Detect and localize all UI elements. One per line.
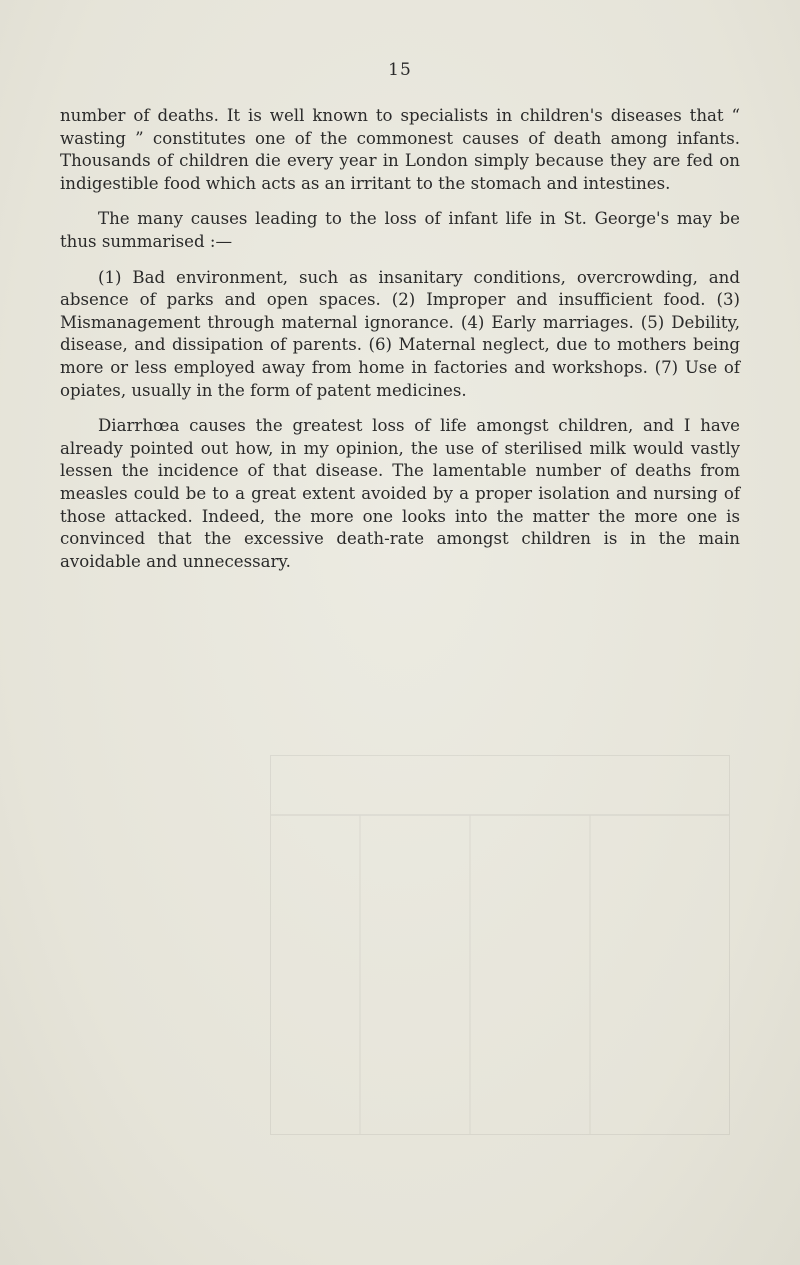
page-number: 15 bbox=[388, 60, 412, 80]
body-text bbox=[60, 105, 740, 586]
paragraph-causes-list: (1) Bad environment, such as insanitary conditions, overcrowding, and absence of parks and open spaces. (2) Improper and insufficient food. (3) Mismanagement through maternal ignorance. (4) Early marriages. (5) Debility, disease, and dissipation of parents. (6) Maternal neglect, due to mothers being more or less employed away from home in factories and workshops. (7) Use of opiates, usually in the form of patent medicines. bbox=[60, 267, 740, 400]
paragraph-causes-intro: The many causes leading to the loss of infant life in St. George's may be thus summarised :— bbox=[60, 209, 740, 251]
paragraph-diarrhoea: Diarrhœa causes the greatest loss of life amongst children, and I have already pointed out how, in my opinion, the use of sterilised milk would vastly lessen the incidence of that disease. The lamentable number of deaths from measles could be to a great extent avoided by a proper isolation and nursing of those attacked. Indeed, the more one looks into the matter the more one is convinced that the excessive death-rate amongst children is in the main avoidable and unnecessary. bbox=[60, 416, 740, 571]
bleed-through-texture bbox=[270, 755, 730, 1135]
paragraph-continuation: number of deaths. It is well known to specialists in children's diseases that “ wasting ” constitutes one of the commonest causes of death among infants. Thousands of children die every year in London simply because they are fed on indigestible food which acts as an irritant to the stomach and intestines. bbox=[60, 106, 740, 193]
